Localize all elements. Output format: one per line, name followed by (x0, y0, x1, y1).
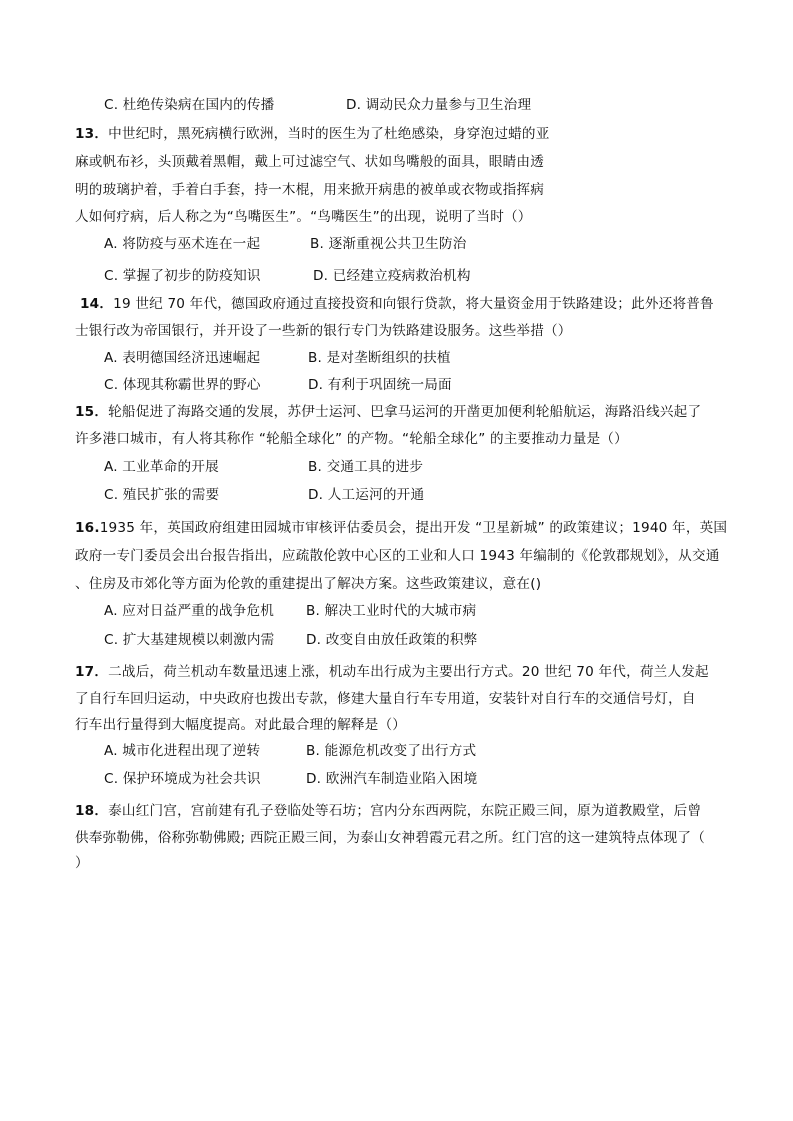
q17-option-a: A. 城市化进程出现了逆转 (104, 743, 261, 759)
q13-stem-line-3: 明的玻璃护着，手着白手套，持一木棍，用来掀开病患的被单或衣物或指挥病 (75, 182, 544, 198)
q13-stem-text-1: 中世纪时，黑死病横行欧洲，当时的医生为了杜绝感染，身穿泡过蜡的亚 (108, 126, 550, 142)
q18-stem-line-1 (75, 801, 701, 821)
q16-number: 16. (75, 520, 100, 536)
q15-option-b: B. 交通工具的进步 (308, 459, 424, 475)
q17-stem-line-2: 了自行车回归运动，中央政府也拨出专款，修建大量自行车专用道，安装针对自行车的交通信号灯，自 (75, 691, 696, 707)
q15-option-a: A. 工业革命的开展 (104, 459, 219, 475)
q15-option-c: C. 殖民扩张的需要 (104, 487, 220, 503)
q16-stem-line-1 (75, 518, 727, 538)
q12-option-c: C. 杜绝传染病在国内的传播 (104, 97, 275, 113)
q13-number: 13． (75, 126, 109, 142)
q15-stem-text-1: 轮船促进了海路交通的发展，苏伊士运河、巴拿马运河的开凿更加便利轮船航运，海路沿线兴起了 (108, 404, 702, 420)
q16-stem-line-3: 、住房及市郊化等方面为伦敦的重建提出了解决方案。这些政策建议，意在() (75, 576, 542, 592)
q16-option-b: B. 解决工业时代的大城市病 (306, 603, 477, 619)
q17-stem-line-1 (75, 662, 709, 682)
q13-option-a: A. 将防疫与巫术连在一起 (104, 236, 261, 252)
q17-number: 17． (75, 664, 109, 680)
q15-stem-line-1 (75, 402, 701, 422)
q16-option-d: D. 改变自由放任政策的积弊 (306, 632, 478, 648)
q14-option-d: D. 有利于巩固统一局面 (308, 377, 452, 393)
q17-option-c: C. 保护环境成为社会共识 (104, 771, 261, 787)
q14-option-b: B. 是对垄断组织的扶植 (308, 350, 451, 366)
q17-stem-line-3: 行车出行量得到大幅度提高。对此最合理的解释是（） (75, 717, 407, 733)
q15-option-d: D. 人工运河的开通 (308, 487, 425, 503)
q16-option-a: A. 应对日益严重的战争危机 (104, 603, 275, 619)
q14-stem-line-1 (80, 294, 714, 314)
q17-option-d: D. 欧洲汽车制造业陷入困境 (306, 771, 478, 787)
q13-stem-line-2: 麻或帆布衫，头顶戴着黑帽，戴上可过滤空气、状如鸟嘴般的面具，眼睛由透 (75, 154, 544, 170)
q18-stem-line-3: ） (75, 855, 89, 871)
q14-stem-line-2: 士银行改为帝国银行，并开设了一些新的银行专门为铁路建设服务。这些举措（） (75, 323, 572, 339)
q17-stem-text-1: 二战后，荷兰机动车数量迅速上涨，机动车出行成为主要出行方式。20 世纪 70 年代，荷兰人发起 (108, 664, 709, 680)
q14-stem-text-1: 19 世纪 70 年代，德国政府通过直接投资和向银行贷款，将大量资金用于铁路建设；此外还将普鲁 (113, 296, 714, 312)
q13-option-d: D. 已经建立疫病救治机构 (313, 268, 471, 284)
q16-stem-text-1: 1935 年，英国政府组建田园城市审核评估委员会，提出开发 “卫星新城” 的政策建议；1940 年，英国 (99, 520, 728, 536)
q17-option-b: B. 能源危机改变了出行方式 (306, 743, 477, 759)
q15-number: 15． (75, 404, 109, 420)
q18-stem-text-1: 泰山红门宫，宫前建有孔子登临处等石坊；宫内分东西两院，东院正殿三间，原为道教殿堂，后曾 (108, 803, 702, 819)
q16-option-c: C. 扩大基建规模以刺激内需 (104, 632, 275, 648)
q14-option-a: A. 表明德国经济迅速崛起 (104, 350, 261, 366)
q18-number: 18． (75, 803, 109, 819)
q12-option-d: D. 调动民众力量参与卫生治理 (346, 97, 532, 113)
q14-option-c: C. 体现其称霸世界的野心 (104, 377, 261, 393)
q16-stem-line-2: 政府一专门委员会出台报告指出，应疏散伦敦中心区的工业和人口 1943 年编制的《伦敦郡规划》，从交通 (75, 548, 720, 564)
q13-stem-line-4: 人如何疗病，后人称之为“鸟嘴医生”。“鸟嘴医生”的出现，说明了当时（） (75, 209, 532, 225)
q13-option-b: B. 逐渐重视公共卫生防治 (310, 236, 467, 252)
q13-option-c: C. 掌握了初步的防疫知识 (104, 268, 261, 284)
q15-stem-line-2: 许多港口城市，有人将其称作 “轮船全球化” 的产物。“轮船全球化” 的主要推动力量是（） (75, 431, 628, 447)
q18-stem-line-2: 供奉弥勒佛，俗称弥勒佛殿; 西院正殿三间，为泰山女神碧霞元君之所。红门宫的这一建筑特点体现了（ (75, 830, 706, 846)
q13-stem-line-1 (75, 124, 550, 144)
q14-number: 14． (80, 296, 114, 312)
